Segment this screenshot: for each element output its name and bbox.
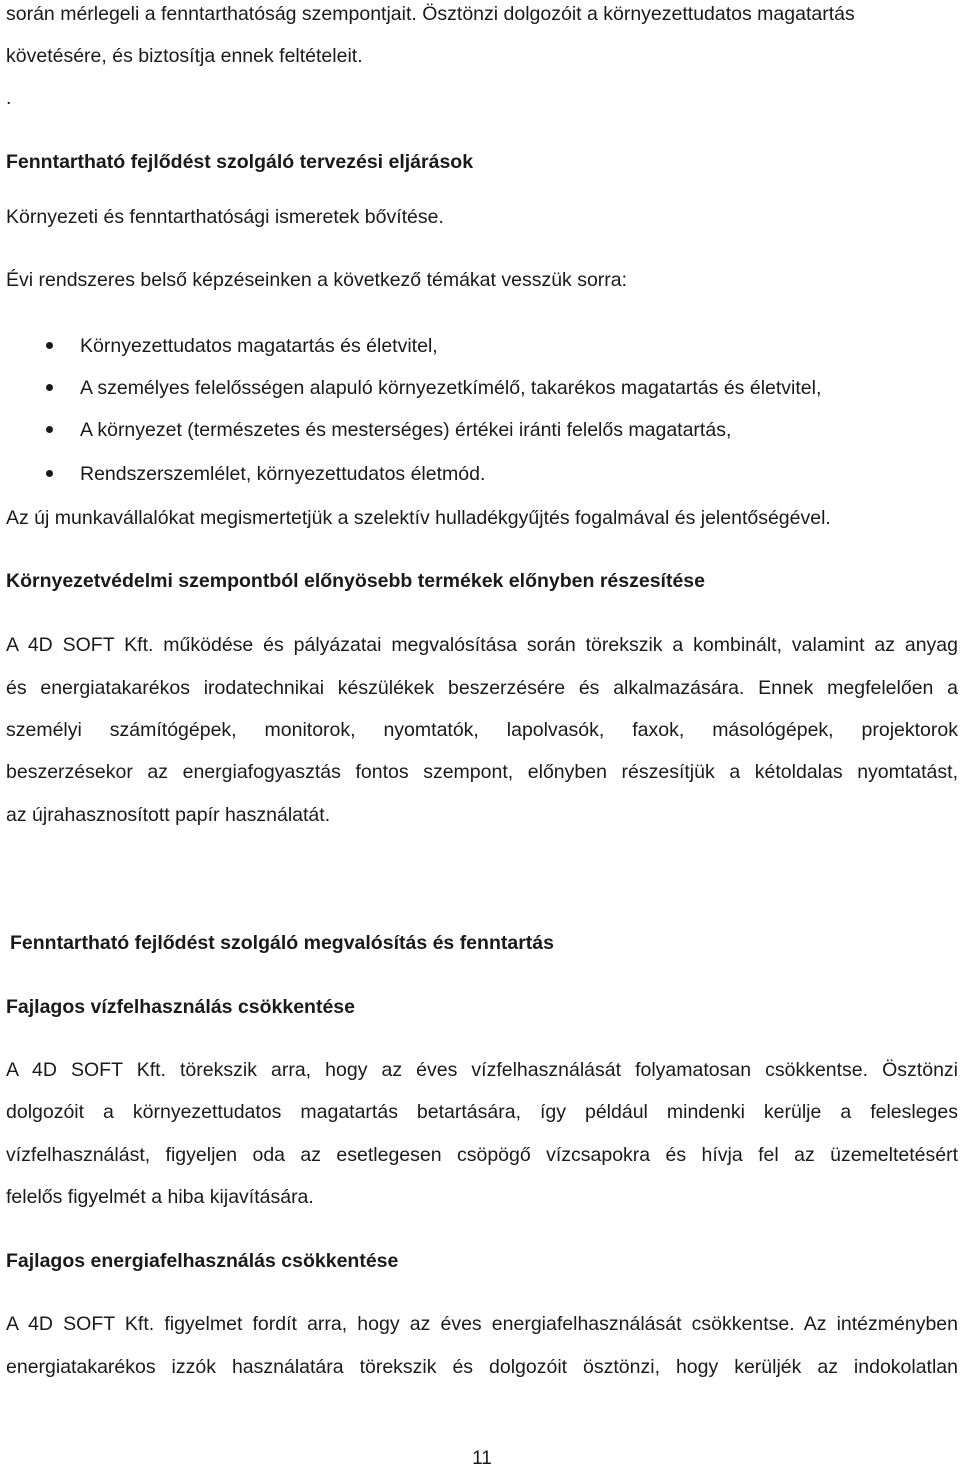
section-title-implementation: Fenntartható fejlődést szolgáló megvalósítás és fenntartás [10,932,554,954]
section-title-water: Fajlagos vízfelhasználás csökkentése [6,996,356,1018]
stray-dot: . [6,87,12,109]
section-subtitle-knowledge: Környezeti és fenntarthatósági ismeretek bővítése. [6,206,444,228]
list-item: Rendszerszemlélet, környezettudatos életmód. [80,463,486,485]
energy-line: energiatakarékos izzók használatára törekszik és dolgozóit ösztönzi, hogy kerüljék az indokolatlan [6,1356,958,1378]
intro-line-1: során mérlegeli a fenntarthatóság szempontjait. Ösztönzi dolgozóit a környezettudatos magatartás [6,3,855,25]
water-line: vízfelhasználást, figyeljen oda az esetlegesen csöpögő vízcsapokra és hívja fel az üzemeltetésért [6,1144,958,1166]
water-line: dolgozóit a környezettudatos magatartás betartására, így például mindenki kerülje a felesleges [6,1101,958,1123]
new-employees-paragraph: Az új munkavállalókat megismertetjük a szelektív hulladékgyűjtés fogalmával és jelentőségével. [6,507,831,529]
bullet-icon [46,384,53,391]
products-line: személyi számítógépek, monitorok, nyomtatók, lapolvasók, faxok, másológépek, projektorok [6,719,958,741]
training-lead: Évi rendszeres belső képzéseinken a következő témákat vesszük sorra: [6,269,628,291]
list-item: A személyes felelősségen alapuló környezetkímélő, takarékos magatartás és életvitel, [80,377,822,399]
bullet-icon [46,470,53,477]
list-item: Környezettudatos magatartás és életvitel, [80,335,438,357]
bullet-icon [46,342,53,349]
list-item: A környezet (természetes és mesterséges) értékei iránti felelős magatartás, [80,419,732,441]
intro-line-2: követésére, és biztosítja ennek feltételeit. [6,45,363,67]
products-line: és energiatakarékos irodatechnikai készülékek beszerzésére és alkalmazására. Ennek megfelelően a [6,677,958,699]
section-title-energy: Fajlagos energiafelhasználás csökkentése [6,1250,399,1272]
water-line: felelős figyelmét a hiba kijavítására. [6,1186,314,1208]
products-line: az újrahasznosított papír használatát. [6,804,331,826]
bullet-icon [46,426,53,433]
page-number: 11 [472,1448,492,1469]
section-title-products: Környezetvédelmi szempontból előnyösebb termékek előnyben részesítése [6,570,705,592]
section-title-planning: Fenntartható fejlődést szolgáló tervezési eljárások [6,151,474,173]
products-line: A 4D SOFT Kft. működése és pályázatai megvalósítása során törekszik a kombinált, valamint az anyag [6,634,958,656]
products-line: beszerzésekor az energiafogyasztás fontos szempont, előnyben részesítjük a kétoldalas nyomtatást, [6,761,958,783]
water-line: A 4D SOFT Kft. törekszik arra, hogy az éves vízfelhasználását folyamatosan csökkentse. Ösztönzi [6,1059,958,1081]
energy-line: A 4D SOFT Kft. figyelmet fordít arra, hogy az éves energiafelhasználását csökkentse. Az intézményben [6,1313,958,1335]
